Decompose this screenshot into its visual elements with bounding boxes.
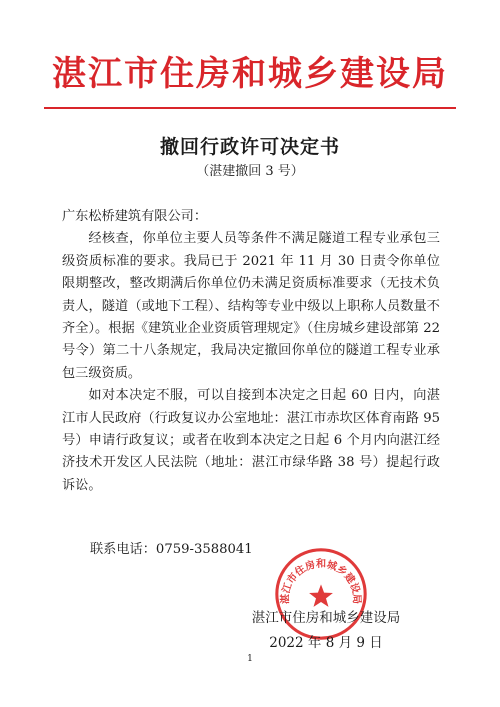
header-divider <box>44 107 456 109</box>
seal-text: 湛江市住房和城乡建设局 <box>280 559 362 605</box>
contact-phone: 联系电话：0759-3588041 <box>90 542 253 557</box>
paragraph-appeal: 如对本决定不服，可以自接到本决定之日起 60 日内，向湛江市人民政府（行政复议办公室地址：湛江市赤坎区体育南路 95 号）申请行政复议；或者在收到本决定之日起 6 个月内向湛江经济技术开发区人民法院（地址：湛江市绿华路 38 号）提起行政诉讼。 <box>62 388 440 493</box>
official-seal-stamp <box>273 546 369 642</box>
org-header: 湛江市住房和城乡建设局 <box>52 54 448 94</box>
issuer-signature: 湛江市住房和城乡建设局 <box>251 610 401 626</box>
page-number: 1 <box>247 654 253 664</box>
document-title: 撤回行政许可决定书 <box>159 136 340 158</box>
document-body <box>62 206 440 497</box>
seal-star-icon <box>309 584 333 606</box>
paragraph-findings: 经核查，你单位主要人员等条件不满足隧道工程专业承包三级资质标准的要求。我局已于 2021 年 11 月 30 日责令你单位限期整改，整改期满后你单位仍未满足资质标准要求（无技术负责人，隧道（或地下工程）、结构等专业中级以上职称人员数量不齐全）。根据《建筑业企业资质管理规定》（住房城乡建设部第 22 号令）第二十八条规定，我局决定撤回你单位的隧道工程专业承包三级资质。 <box>62 231 440 381</box>
addressee: 广东松桥建筑有限公司： <box>62 209 208 224</box>
document-number: （湛建撤回 3 号） <box>196 164 304 179</box>
issue-date: 2022 年 8 月 9 日 <box>269 635 383 651</box>
